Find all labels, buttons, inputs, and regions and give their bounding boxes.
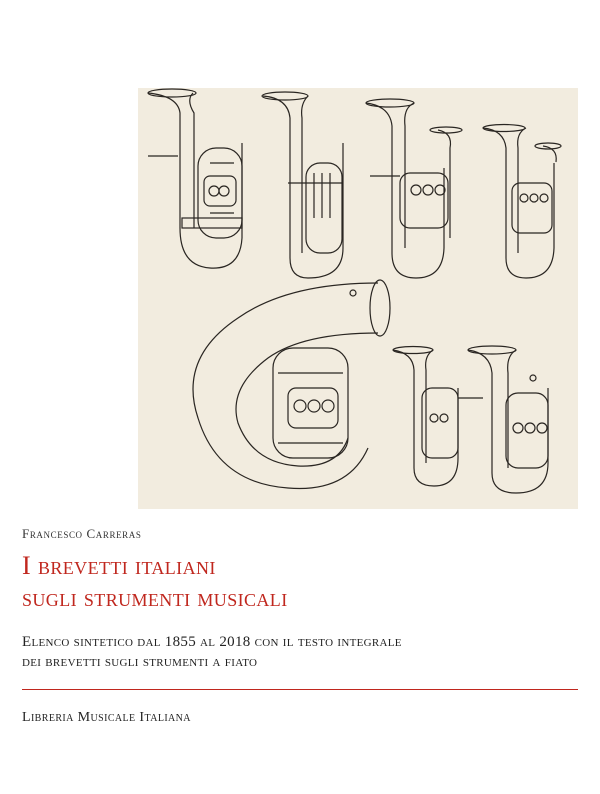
author-name: Francesco Carreras bbox=[22, 526, 142, 541]
tuba-engraving-6 bbox=[468, 346, 548, 493]
book-subtitle bbox=[22, 632, 402, 672]
tuba-engraving-1 bbox=[148, 89, 242, 268]
tuba-engraving-2 bbox=[262, 92, 343, 278]
tuba-engraving-4 bbox=[483, 125, 561, 279]
book-title-line-2: sugli strumenti musicali bbox=[22, 583, 288, 612]
book-subtitle-line-2: dei brevetti sugli strumenti a fiato bbox=[22, 654, 258, 670]
cover-illustration bbox=[138, 88, 578, 509]
publisher-name: Libreria Musicale Italiana bbox=[22, 710, 191, 725]
tuba-engraving-3 bbox=[366, 99, 462, 278]
tuba-engraving-5 bbox=[393, 347, 483, 487]
book-title-line-1: I brevetti italiani bbox=[22, 551, 216, 580]
divider-rule bbox=[22, 689, 578, 690]
helicon-engraving bbox=[193, 280, 390, 489]
book-title bbox=[22, 550, 288, 614]
book-subtitle-line-1: Elenco sintetico dal 1855 al 2018 con il testo integrale bbox=[22, 634, 402, 650]
